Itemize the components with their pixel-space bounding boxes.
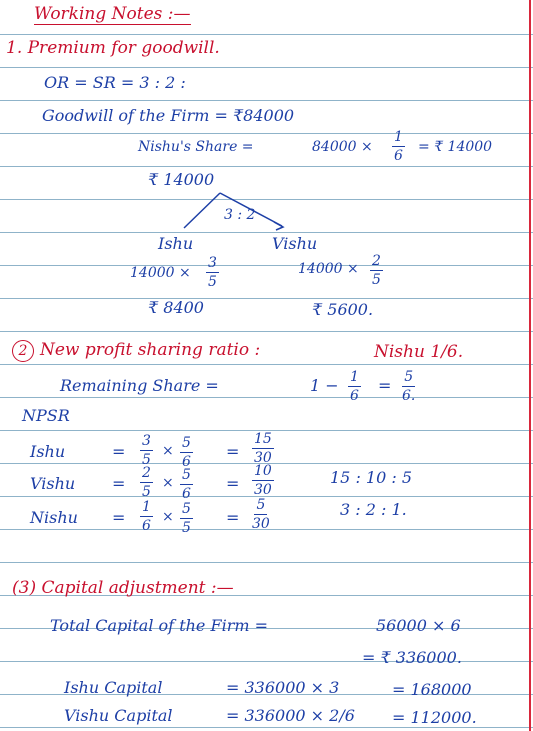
note3-ishu-result: = 168000 (392, 680, 472, 699)
note2-remaining-fraction (348, 370, 361, 403)
npsr-row-eq: = (112, 474, 126, 493)
npsr-row-op: × (162, 509, 174, 525)
fraction-denominator: 5 (142, 484, 151, 500)
fraction-numerator: 2 (372, 253, 381, 269)
note1-goodwill-line: Goodwill of the Firm = ₹84000 (42, 106, 295, 125)
note1-share-label: Nishu's Share = (138, 139, 254, 155)
note1-name-vishu: Vishu (272, 234, 318, 253)
note3-ishu-label: Ishu Capital (64, 678, 163, 697)
npsr-row-eq: = (112, 442, 126, 461)
npsr-row-result-fraction (252, 432, 274, 465)
fraction-denominator: 30 (254, 450, 272, 466)
note2-remaining-label: Remaining Share = (60, 376, 219, 395)
note1-split-ratio: 3 : 2 (224, 207, 256, 223)
npsr-row-share-fraction (140, 466, 153, 499)
fraction-denominator: 30 (254, 482, 272, 498)
fraction-numerator: 5 (256, 497, 266, 513)
note2-title-tail: Nishu 1/6. (374, 342, 464, 362)
npsr-row-remaining-fraction (180, 436, 193, 469)
fraction-numerator: 10 (254, 463, 272, 479)
fraction-denominator: 5 (208, 274, 217, 290)
fraction-denominator: 6 (142, 518, 151, 534)
fraction-denominator: 6 (182, 486, 191, 502)
fraction-numerator: 2 (142, 465, 151, 481)
note2-number: 2 (12, 340, 34, 362)
note1-title: 1. Premium for goodwill. (6, 38, 220, 58)
note3-total-label: Total Capital of the Firm = (50, 616, 269, 635)
note1-ratio-line: OR = SR = 3 : 2 : (44, 73, 186, 92)
fraction-numerator: 3 (142, 433, 151, 449)
note2-ratio-a: 15 : 10 : 5 (330, 468, 413, 487)
note1-vishu-calc: 14000 × (298, 261, 359, 277)
fraction-numerator: 1 (142, 499, 151, 515)
npsr-row-remaining-fraction (180, 502, 193, 535)
npsr-row-eq2: = (226, 474, 240, 493)
npsr-row-remaining-fraction (180, 468, 193, 501)
fraction-denominator: 5 (372, 272, 381, 288)
note3-title: (3) Capital adjustment :— (12, 578, 234, 598)
note3-ishu-calc: = 336000 × 3 (226, 678, 340, 697)
note1-ishu-result: ₹ 8400 (148, 298, 204, 317)
note1-ishu-fraction (206, 256, 219, 289)
note1-name-ishu: Ishu (158, 234, 194, 253)
fraction-denominator: 6 (182, 454, 191, 470)
npsr-row-name: Nishu (30, 508, 78, 527)
note1-share-result: = ₹ 14000 (418, 139, 493, 155)
npsr-row-eq: = (112, 508, 126, 527)
note3-vishu-result: = 112000. (392, 708, 477, 727)
note2-remaining-eq: = (378, 376, 392, 395)
note1-vishu-result: ₹ 5600. (312, 300, 374, 319)
note3-total-calc: 56000 × 6 (376, 616, 461, 635)
fraction-numerator: 5 (182, 467, 191, 483)
fraction-numerator: 1 (350, 369, 359, 385)
npsr-row-result-fraction (252, 464, 274, 497)
note3-vishu-calc: = 336000 × 2/6 (226, 706, 355, 725)
npsr-row-eq2: = (226, 508, 240, 527)
note1-share-total: ₹ 14000 (148, 170, 215, 189)
note1-vishu-fraction (370, 254, 383, 287)
fraction-numerator: 3 (208, 255, 217, 271)
fraction-numerator: 5 (182, 501, 191, 517)
fraction-denominator: 6. (402, 388, 416, 404)
fraction-denominator: 6 (350, 388, 359, 404)
note2-title-row (12, 340, 260, 362)
fraction-numerator: 5 (404, 369, 414, 385)
note2-ratio-b: 3 : 2 : 1. (340, 500, 407, 519)
note2-remaining-result (402, 370, 415, 403)
npsr-row-result-fraction (252, 498, 270, 531)
note1-ishu-calc: 14000 × (130, 265, 191, 281)
npsr-row-name: Ishu (30, 442, 66, 461)
fraction-numerator: 1 (394, 129, 403, 145)
note3-total-result: = ₹ 336000. (362, 648, 462, 667)
note2-title: New profit sharing ratio : (40, 340, 261, 360)
note2-remaining-calc: 1 − (310, 376, 339, 395)
npsr-row-op: × (162, 475, 174, 491)
fraction-denominator: 5 (182, 520, 191, 536)
npsr-row-share-fraction (140, 434, 153, 467)
fraction-denominator: 6 (394, 148, 403, 164)
fraction-numerator: 15 (254, 431, 272, 447)
npsr-row-name: Vishu (30, 474, 76, 493)
npsr-label: NPSR (22, 406, 70, 425)
fraction-denominator: 30 (252, 516, 270, 532)
note3-vishu-label: Vishu Capital (64, 706, 173, 725)
note1-share-amount: 84000 × (312, 139, 373, 155)
working-notes-heading: Working Notes :— (34, 4, 191, 24)
fraction-denominator: 5 (142, 452, 151, 468)
npsr-row-share-fraction (140, 500, 153, 533)
npsr-row-eq2: = (226, 442, 240, 461)
fraction-numerator: 5 (182, 435, 191, 451)
npsr-row-op: × (162, 443, 174, 459)
